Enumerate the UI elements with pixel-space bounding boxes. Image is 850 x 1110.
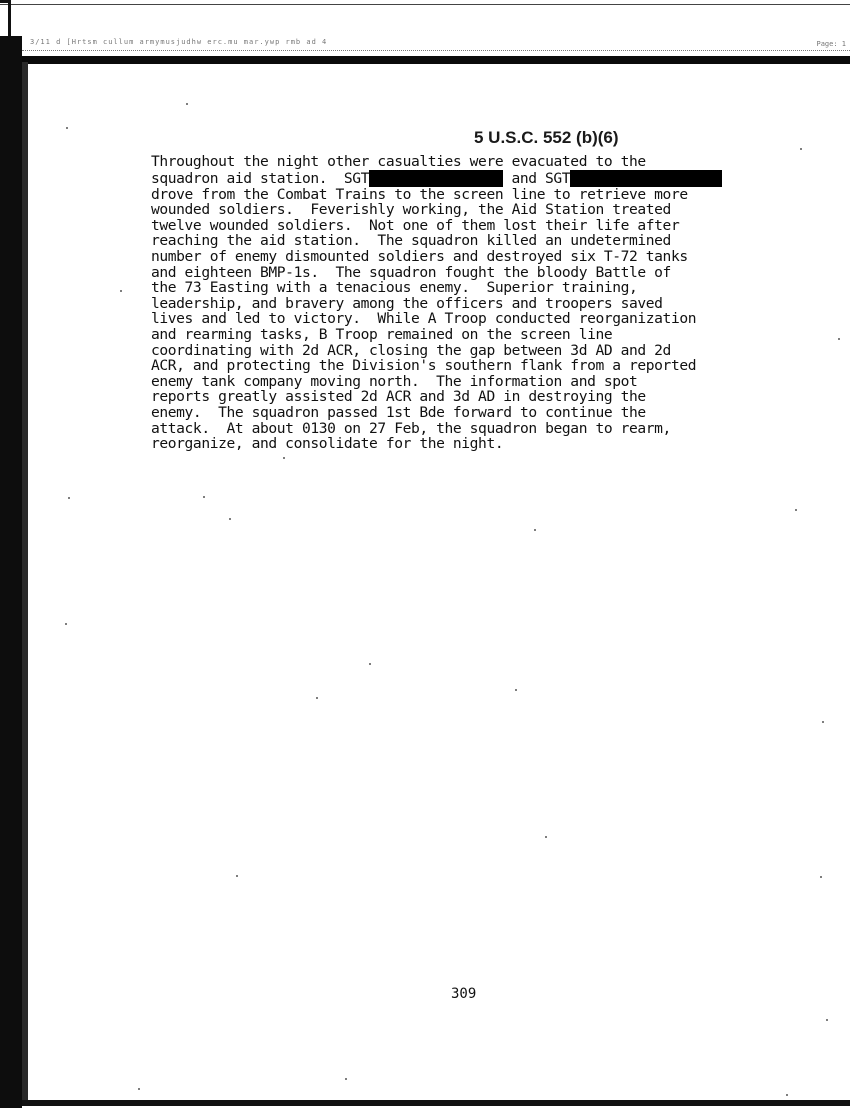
scan-speck — [138, 1088, 140, 1090]
text-line: ACR, and protecting the Division's southern flank from a reported — [151, 357, 697, 375]
text-line: enemy. The squadron passed 1st Bde forward to continue the — [151, 403, 646, 421]
page-number: 309 — [451, 986, 477, 1002]
scan-speck — [786, 1094, 788, 1096]
scan-speck — [822, 721, 824, 723]
scan-speck — [65, 623, 67, 625]
text-line: number of enemy dismounted soldiers and destroyed six T-72 tanks — [151, 247, 688, 265]
scan-speck — [120, 290, 122, 292]
scan-speck — [515, 689, 517, 691]
text-line: enemy tank company moving north. The information and spot — [151, 372, 638, 390]
scan-speck — [186, 103, 188, 105]
text-line: twelve wounded soldiers. Not one of them lost their life after — [151, 216, 680, 234]
text-line: lives and led to victory. While A Troop conducted reorganization — [151, 310, 697, 328]
fax-header-page: Page: 1 — [816, 40, 846, 48]
text-line: Throughout the night other casualties were evacuated to the — [151, 153, 646, 170]
redaction-block — [570, 170, 722, 187]
redaction-block — [369, 170, 503, 187]
scan-speck — [800, 148, 802, 150]
text-line: coordinating with 2d ACR, closing the gap between 3d AD and 2d — [151, 341, 671, 359]
scan-speck — [316, 697, 318, 699]
foia-exemption-label: 5 U.S.C. 552 (b)(6) — [474, 128, 619, 147]
text-line: reaching the aid station. The squadron killed an undetermined — [151, 232, 671, 250]
text-line: wounded soldiers. Feverishly working, the Aid Station treated — [151, 201, 671, 219]
scan-speck — [545, 836, 547, 838]
scan-bottom-border — [22, 1100, 850, 1106]
scan-speck — [534, 529, 536, 531]
scan-corner-mark — [0, 0, 11, 39]
scan-speck — [826, 1019, 828, 1021]
text-line: reports greatly assisted 2d ACR and 3d AD in destroying the — [151, 388, 646, 406]
scan-speck — [283, 457, 285, 459]
scan-speck — [820, 876, 822, 878]
text-line: attack. At about 0130 on 27 Feb, the squadron began to rearm, — [151, 419, 671, 437]
scan-speck — [795, 509, 797, 511]
scan-top-band — [22, 56, 850, 64]
text-segment: and SGT — [511, 169, 571, 187]
text-line-with-redactions — [151, 170, 801, 187]
fax-header-strip: 3/11 d [Hrtsm cullum armymusjudhw erc.mu mar.ywp rmb ad 4 — [30, 38, 328, 46]
scan-speck — [68, 497, 70, 499]
scan-speck — [66, 127, 68, 129]
scan-left-border — [0, 36, 22, 1108]
text-line: and eighteen BMP-1s. The squadron fought the bloody Battle of — [151, 263, 671, 281]
scan-speck — [236, 875, 238, 877]
text-line: drove from the Combat Trains to the screen line to retrieve more — [151, 185, 688, 203]
text-segment: squadron aid station. SGT — [151, 169, 370, 187]
scan-speck — [838, 338, 840, 340]
text-line: leadership, and bravery among the officers and troopers saved — [151, 294, 663, 312]
text-line: reorganize, and consolidate for the night. — [151, 435, 504, 453]
text-line: and rearming tasks, B Troop remained on the screen line — [151, 325, 613, 343]
scan-top-edge — [0, 0, 850, 5]
scan-speck — [229, 518, 231, 520]
scan-speck — [369, 663, 371, 665]
scan-left-shadow — [22, 62, 28, 1106]
scan-speck — [203, 496, 205, 498]
text-line: the 73 Easting with a tenacious enemy. Superior training, — [151, 279, 638, 297]
scan-speck — [345, 1078, 347, 1080]
body-paragraph — [151, 154, 801, 452]
